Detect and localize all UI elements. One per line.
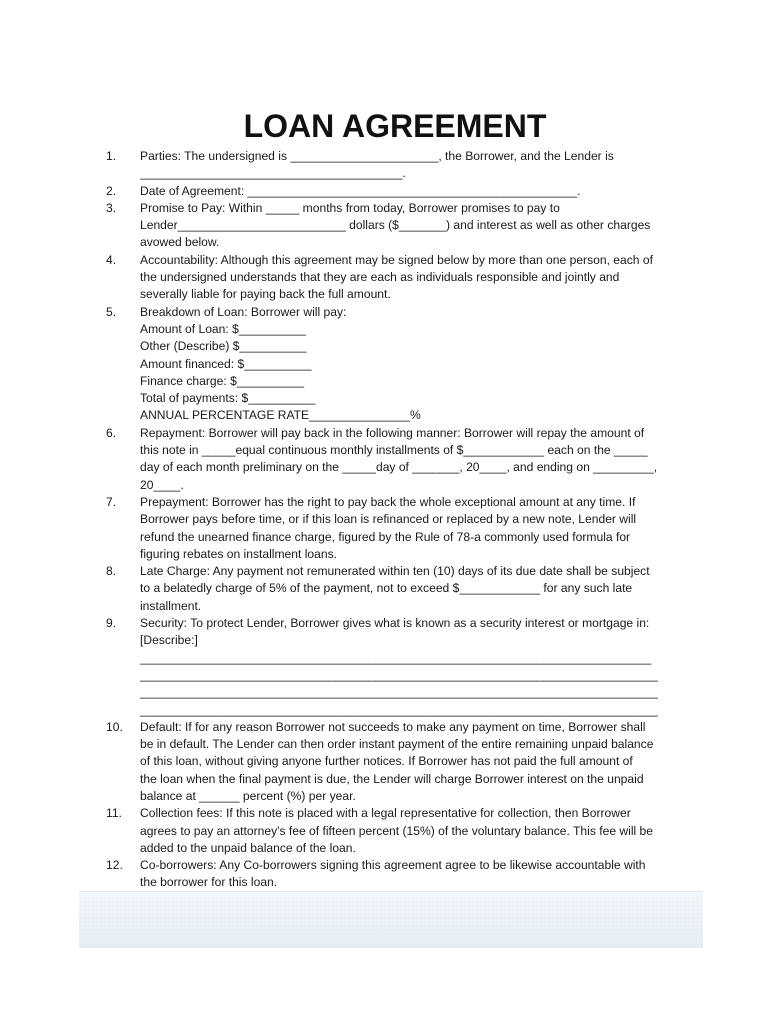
clause-text <box>140 304 696 425</box>
clause-line: refund the unearned finance charge, figured by the Rule of 78-a commonly used formula for <box>140 529 631 544</box>
clause-number: 10. <box>106 719 123 734</box>
clause-line: _____________________________________________________________________________ <box>140 667 658 682</box>
clause-line: Amount of Loan: $__________ <box>140 321 307 336</box>
clause-text <box>140 494 696 563</box>
clause-item <box>106 563 696 615</box>
clause-line: to a belatedly charge of 5% of the payment, not to exceed $____________ for any such late <box>140 581 633 596</box>
clause-line: Security: To protect Lender, Borrower gives what is known as a security interest or mortgage in: <box>140 616 650 631</box>
clause-line: agrees to pay an attorney's fee of fifteen percent (15%) of the voluntary balance. This fee will be <box>140 823 654 838</box>
clause-line: _____________________________________________________________________________ <box>140 702 658 717</box>
clause-item <box>106 494 696 563</box>
clause-number: 6. <box>106 425 117 440</box>
clause-line: Parties: The undersigned is ______________________, the Borrower, and the Lender is <box>140 149 614 163</box>
clause-line: Amount financed: $__________ <box>140 356 312 371</box>
clause-item <box>106 805 696 857</box>
clause-line: figuring rebates on installment loans. <box>140 546 337 561</box>
clause-text <box>140 200 696 252</box>
clause-number: 3. <box>106 200 117 215</box>
clause-line: Lender_________________________ dollars ($_______) and interest as well as other charges <box>140 218 651 233</box>
clause-line: _______________________________________. <box>140 166 406 181</box>
clause-line: Late Charge: Any payment not remunerated within ten (10) days of its due date shall be subject <box>140 564 650 579</box>
clause-line: Other (Describe) $__________ <box>140 339 307 354</box>
clause-number: 5. <box>106 304 117 319</box>
clause-line: [Describe:] <box>140 633 198 648</box>
clause-item <box>106 148 696 183</box>
clause-text <box>140 425 696 494</box>
clause-line: severally liable for paying back the full amount. <box>140 287 391 302</box>
clause-line: Finance charge: $__________ <box>140 373 305 388</box>
clause-line: avowed below. <box>140 235 220 250</box>
clause-text <box>140 857 696 892</box>
clause-number: 7. <box>106 494 117 509</box>
clause-line: Promise to Pay: Within _____ months from today, Borrower promises to pay to <box>140 200 560 215</box>
clause-text <box>140 615 696 719</box>
clause-line: Default: If for any reason Borrower not succeeds to make any payment on time, Borrower shall <box>140 719 646 734</box>
clause-list <box>106 148 696 892</box>
clause-line: day of each month preliminary on the _____day of _______, 20____, and ending on _________, <box>140 460 658 475</box>
clause-number: 2. <box>106 183 117 198</box>
clause-number: 1. <box>106 149 117 163</box>
clause-line: of this loan, without giving anyone further notices. If Borrower has not paid the full amount of <box>140 754 633 769</box>
clause-text <box>140 563 696 615</box>
clause-item <box>106 304 696 425</box>
clause-item <box>106 200 696 252</box>
clause-item <box>106 425 696 494</box>
clause-line: Breakdown of Loan: Borrower will pay: <box>140 304 347 319</box>
clause-item <box>106 615 696 719</box>
clause-line: Repayment: Borrower will pay back in the following manner: Borrower will repay the amount of <box>140 425 645 440</box>
clause-item <box>106 719 696 805</box>
clause-number: 8. <box>106 564 117 579</box>
clause-line: Collection fees: If this note is placed with a legal representative for collection, then Borrower <box>140 806 631 821</box>
clause-line: _____________________________________________________________________________ <box>140 685 658 700</box>
clause-line: added to the unpaid balance of the loan. <box>140 840 356 855</box>
document-title: LOAN AGREEMENT <box>243 108 547 144</box>
clause-line: balance at ______ percent (%) per year. <box>140 788 356 803</box>
clause-line: Co-borrowers: Any Co-borrowers signing this agreement agree to be likewise accountable with <box>140 858 646 873</box>
clause-line: Date of Agreement: _________________________________________________. <box>140 183 581 198</box>
clause-text <box>140 252 696 304</box>
clause-item <box>106 183 696 200</box>
clause-number: 9. <box>106 616 117 631</box>
clause-line: Total of payments: $__________ <box>140 391 316 406</box>
clause-line: installment. <box>140 598 202 613</box>
clause-line: this note in _____equal continuous monthly installments of $____________ each on the _____ <box>140 443 648 458</box>
clause-item <box>106 857 696 892</box>
clause-line: ____________________________________________________________________________ <box>140 650 652 665</box>
clause-line: the undersigned understands that they are each as individuals responsible and jointly and <box>140 270 620 285</box>
clause-line: ANNUAL PERCENTAGE RATE_______________% <box>140 408 421 423</box>
clause-number: 12. <box>106 858 123 873</box>
page-footer-band <box>79 891 703 948</box>
clause-text <box>140 805 696 857</box>
clause-text <box>140 719 696 805</box>
clause-item <box>106 252 696 304</box>
clause-line: the loan when the final payment is due, the Lender will charge Borrower interest on the unpaid <box>140 771 644 786</box>
clause-line: Prepayment: Borrower has the right to pay back the whole exceptional amount at any time. If <box>140 494 636 509</box>
clause-line: Accountability: Although this agreement may be signed below by more than one person, each of <box>140 252 653 267</box>
clause-text <box>140 148 696 183</box>
clause-number: 4. <box>106 252 117 267</box>
clause-line: be in default. The Lender can then order instant payment of the entire remaining unpaid balance <box>140 737 654 752</box>
clause-line: the borrower for this loan. <box>140 875 278 890</box>
clause-line: Borrower pays before time, or if this loan is refinanced or replaced by a new note, Lender will <box>140 512 637 527</box>
clause-text <box>140 183 696 200</box>
clause-line: 20____. <box>140 477 184 492</box>
clause-number: 11. <box>106 806 122 821</box>
